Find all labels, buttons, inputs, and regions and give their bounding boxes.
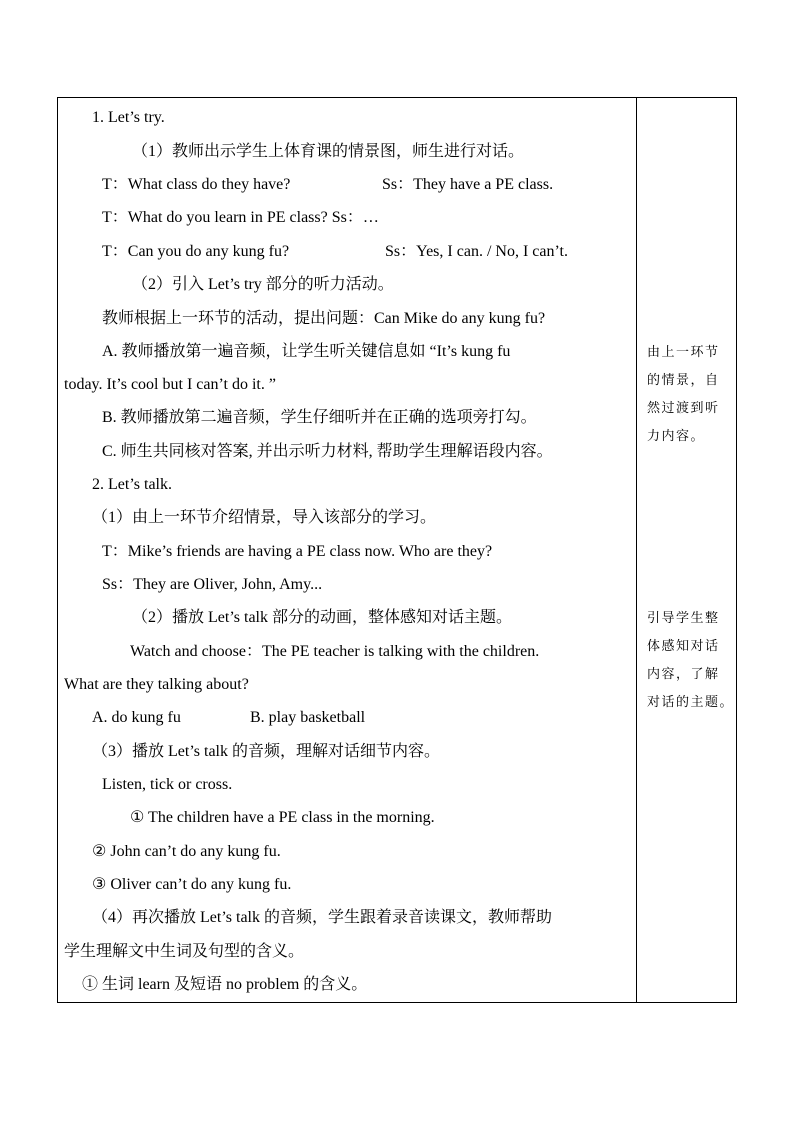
text-line: （1）教师出示学生上体育课的情景图，师生进行对话。 [132, 143, 525, 160]
text-line: Ss：They have a PE class. [382, 176, 554, 193]
text-line: （3）播放 Let’s talk 的音频，理解对话细节内容。 [92, 743, 440, 760]
text-line: Watch and choose：The PE teacher is talking with the children. [130, 643, 540, 660]
text-line: A. do kung fu [92, 709, 181, 726]
text-line: ① 生词 learn 及短语 no problem 的含义。 [82, 976, 368, 993]
side-note-line: 体感知对话 [647, 639, 720, 654]
text-line: A. 教师播放第一遍音频，让学生听关键信息如 “It’s kung fu [102, 343, 511, 360]
text-line: Ss：Yes, I can. / No, I can’t. [385, 243, 568, 260]
text-line: ② John can’t do any kung fu. [92, 843, 281, 860]
text-line: B. 教师播放第二遍音频，学生仔细听并在正确的选项旁打勾。 [102, 409, 537, 426]
side-note-line: 由上一环节 [647, 345, 720, 360]
side-note-line: 引导学生整 [647, 611, 720, 626]
text-line: （2）引入 Let’s try 部分的听力活动。 [132, 276, 394, 293]
text-line: C. 师生共同核对答案, 并出示听力材料, 帮助学生理解语段内容。 [102, 443, 553, 460]
text-line: （4）再次播放 Let’s talk 的音频，学生跟着录音读课文，教师帮助 [92, 909, 552, 926]
text-line: T：Mike’s friends are having a PE class now. Who are they? [102, 543, 493, 560]
text-line: （1）由上一环节介绍情景，导入该部分的学习。 [92, 509, 437, 526]
text-line: T：What class do they have? [102, 176, 291, 193]
text-line: B. play basketball [250, 709, 366, 726]
text-line: （2）播放 Let’s talk 部分的动画，整体感知对话主题。 [132, 609, 512, 626]
side-note-line: 内容，了解 [647, 667, 720, 682]
text-line: ① The children have a PE class in the morning. [130, 809, 435, 826]
text-line: ③ Oliver can’t do any kung fu. [92, 876, 292, 893]
text-line: 学生理解文中生词及句型的含义。 [64, 943, 305, 960]
side-note-line: 对话的主题。 [647, 695, 735, 710]
text-line: 1. Let’s try. [92, 109, 165, 126]
teaching-process-cell [58, 98, 637, 1002]
text-line: What are they talking about? [64, 676, 249, 693]
text-line: 2. Let’s talk. [92, 476, 172, 493]
side-note-line: 力内容。 [647, 429, 706, 444]
side-note-line: 然过渡到听 [647, 401, 720, 416]
text-line: T：Can you do any kung fu? [102, 243, 290, 260]
text-line: today. It’s cool but I can’t do it. ” [64, 376, 276, 393]
text-line: Listen, tick or cross. [102, 776, 233, 793]
side-note-line: 的情景，自 [647, 373, 720, 388]
lesson-table [57, 97, 737, 1003]
design-intent-cell [637, 98, 737, 1002]
text-line: Ss：They are Oliver, John, Amy... [102, 576, 323, 593]
text-line: 教师根据上一环节的活动，提出问题：Can Mike do any kung fu? [102, 310, 546, 327]
text-line: T：What do you learn in PE class? Ss：… [102, 209, 379, 226]
